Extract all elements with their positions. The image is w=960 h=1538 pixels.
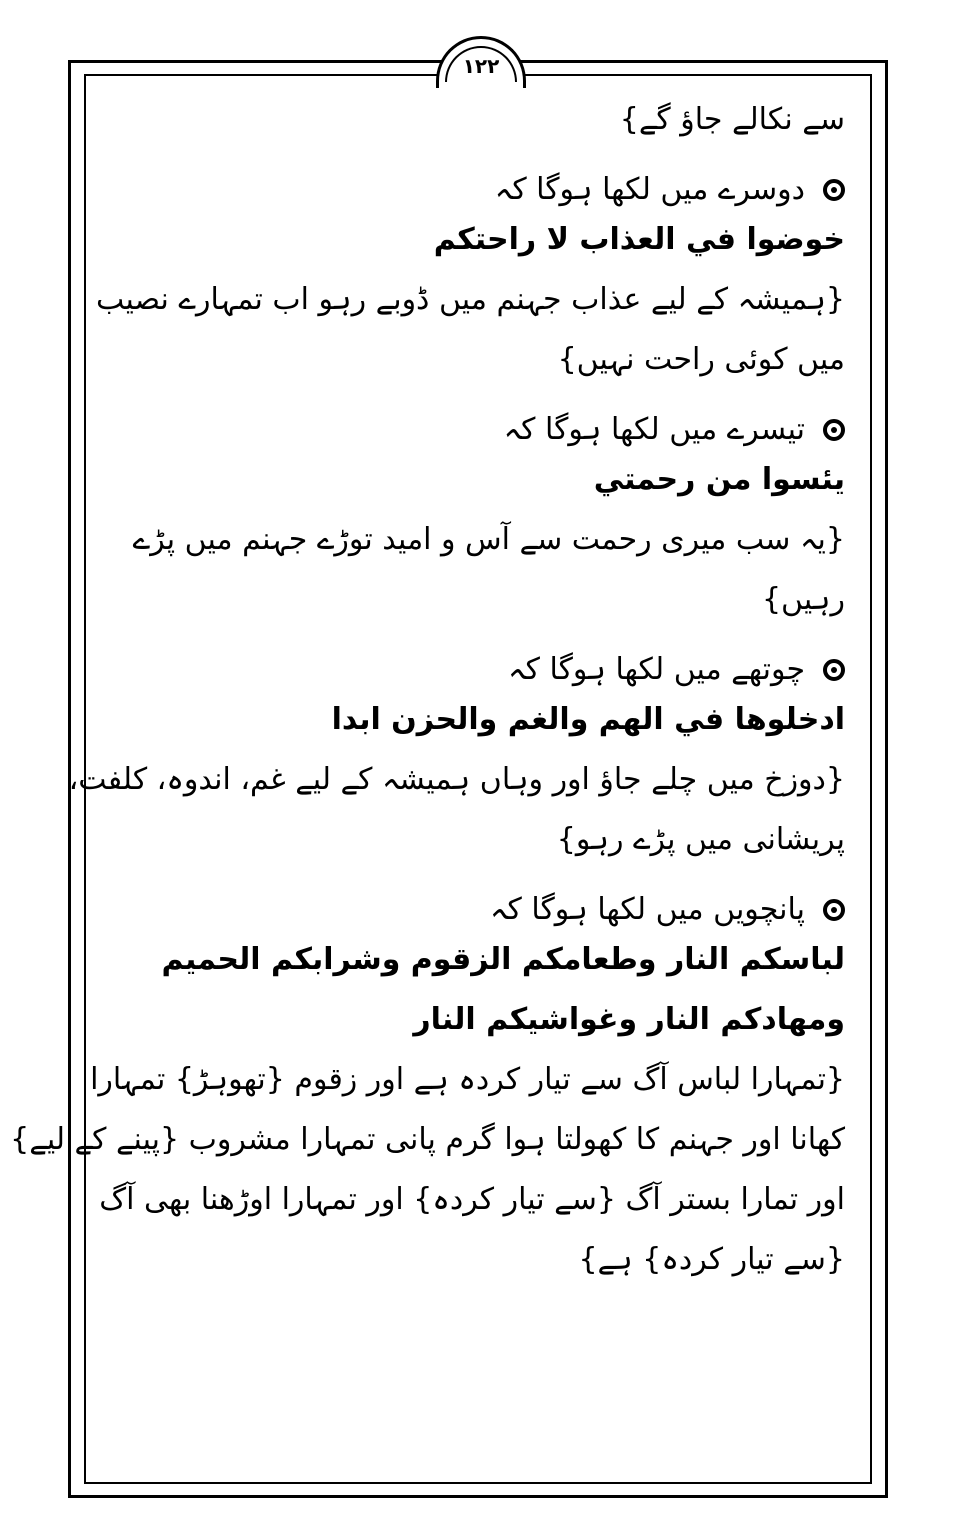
text-line: {سے تیار کردہ} ہے} [578,1242,845,1277]
arabic-quote: خوضوا في العذاب لا راحتكم [433,222,845,257]
text-line: پریشانی میں پڑے رہو} [556,822,845,857]
target-bullet-icon [823,419,845,441]
page-number-badge [436,36,526,88]
text-line: سے نکالے جاؤ گے} [619,102,845,137]
text-line: {یہ سب میری رحمت سے آس و امید توڑے جہنم میں پڑے [132,522,845,557]
target-bullet-icon [823,659,845,681]
page-content [10,100,845,1300]
text-line: {دوزخ میں چلے جاؤ اور وہاں ہمیشہ کے لیے غم، اندوہ، کلفت، [68,762,845,797]
arabic-quote: ادخلوها في الهم والغم والحزن ابدا [331,702,845,737]
page-number: ۱۲۲ [445,46,517,82]
text-line: اور تمارا بستر آگ {سے تیار کردہ} اور تمہارا اوڑھنا بھی آگ [99,1182,845,1217]
arabic-quote: لباسكم النار وطعامكم الزقوم وشرابكم الحميم [161,942,845,977]
bullet-line [180,640,845,700]
text-line: کھانا اور جہنم کا کھولتا ہوا گرم پانی تمہارا مشروب {پینے کے لیے} [10,1122,845,1157]
arabic-quote: ومهادكم النار وغواشيكم النار [413,1002,845,1037]
bullet-text: پانچویں میں لکھا ہوگا کہ [489,892,805,927]
target-bullet-icon [823,899,845,921]
bullet-text: تیسرے میں لکھا ہوگا کہ [503,412,805,447]
target-bullet-icon [823,179,845,201]
arabic-quote: يئسوا من رحمتي [593,462,845,497]
text-line: {ہمیشہ کے لیے عذاب جہنم میں ڈوبے رہو اب تمہارے نصیب [96,282,845,317]
bullet-text: دوسرے میں لکھا ہوگا کہ [494,172,805,207]
text-line: رہیں} [761,582,845,617]
text-line: {تمہارا لباس آگ سے تیار کردہ ہے اور زقوم {تھوہڑ} تمہارا [90,1062,845,1097]
bullet-line [180,880,845,940]
bullet-text: چوتھے میں لکھا ہوگا کہ [508,652,805,687]
text-line: میں کوئی راحت نہیں} [557,342,845,377]
bullet-line [180,160,845,220]
bullet-line [180,400,845,460]
